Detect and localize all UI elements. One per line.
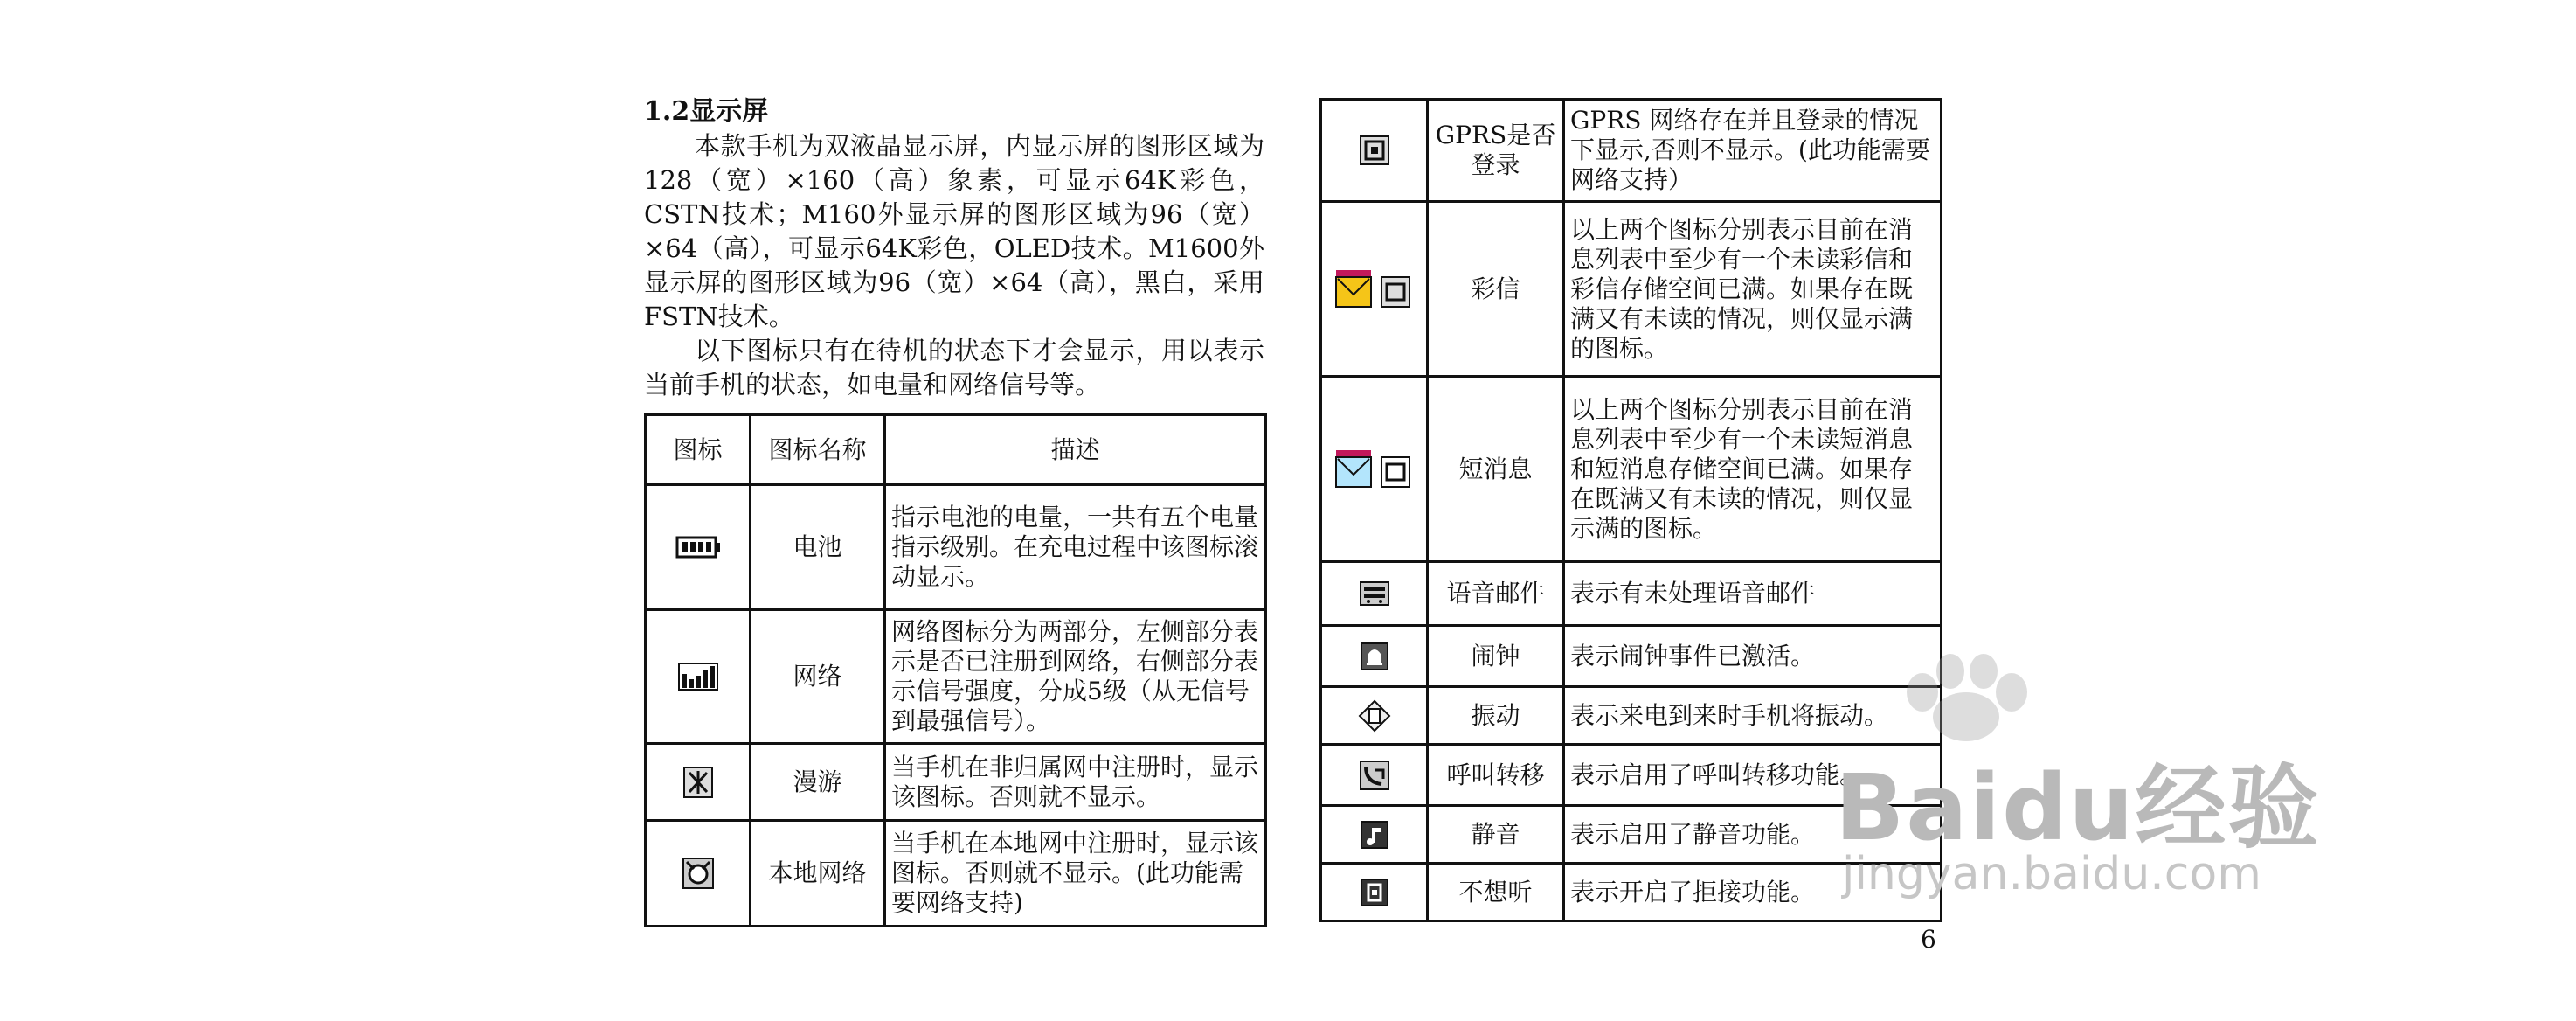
home-network-icon bbox=[646, 821, 751, 927]
section-title: 1.2显示屏 bbox=[644, 96, 769, 127]
watermark-logo: Baidu经验 bbox=[1835, 754, 2321, 861]
row-name: 短消息 bbox=[1428, 377, 1564, 562]
icons-paragraph: 以下图标只有在待机的状态下才会显示，用以表示当前手机的状态，如电量和网络信号等。 bbox=[644, 336, 1264, 399]
row-desc: 当手机在本地网中注册时，显示该图标。否则就不显示。(此功能需要网络支持) bbox=[885, 821, 1266, 927]
row-name: 网络 bbox=[751, 610, 885, 744]
row-desc: 当手机在非归属网中注册时，显示该图标。否则就不显示。 bbox=[885, 744, 1266, 821]
table-row bbox=[646, 485, 1266, 610]
table-row bbox=[1321, 202, 1942, 377]
table-row bbox=[1321, 377, 1942, 562]
table-row bbox=[646, 744, 1266, 821]
table-row bbox=[646, 610, 1266, 744]
row-desc: 网络图标分为两部分，左侧部分表示是否已注册到网络，右侧部分表示信号强度，分成5级（从无信号到最强信号）。 bbox=[885, 610, 1266, 744]
watermark-url: jingyan.baidu.com bbox=[1842, 848, 2261, 900]
sms-icon bbox=[1321, 377, 1428, 562]
reject-icon bbox=[1321, 864, 1428, 921]
row-desc: 表示启用了静音功能。 bbox=[1564, 806, 1942, 864]
row-desc: 以上两个图标分别表示目前在消息列表中至少有一个未读彩信和彩信存储空间已满。如果存在既满又有未读的情况，则仅显示满的图标。 bbox=[1564, 202, 1942, 377]
header-icon: 图标 bbox=[646, 415, 751, 485]
row-desc: 以上两个图标分别表示目前在消息列表中至少有一个未读短消息和短消息存储空间已满。如果存在既满又有未读的情况，则仅显示满的图标。 bbox=[1564, 377, 1942, 562]
paw-watermark-icon bbox=[1852, 647, 2080, 743]
table-row bbox=[1321, 626, 1942, 687]
row-name: 彩信 bbox=[1428, 202, 1564, 377]
row-name: 呼叫转移 bbox=[1428, 745, 1564, 806]
alarm-icon bbox=[1321, 626, 1428, 687]
row-name: GPRS是否登录 bbox=[1428, 100, 1564, 202]
battery-icon bbox=[646, 485, 751, 610]
intro-paragraph: 本款手机为双液晶显示屏，内显示屏的图形区域为128（宽）×160（高）象素，可显示64K彩色，CSTN技术；M160外显示屏的图形区域为96（宽）×64（高），可显示64K彩色，OLED技术。M1600外显示屏的图形区域为96（宽）×64（高），黑白，采用FSTN技术。 bbox=[644, 131, 1264, 331]
left-column bbox=[644, 94, 1264, 402]
row-desc: 表示闹钟事件已激活。 bbox=[1564, 626, 1942, 687]
row-desc: 表示开启了拒接功能。 bbox=[1564, 864, 1942, 921]
row-name: 振动 bbox=[1428, 687, 1564, 745]
row-name: 闹钟 bbox=[1428, 626, 1564, 687]
row-name: 电池 bbox=[751, 485, 885, 610]
call-forward-icon bbox=[1321, 745, 1428, 806]
row-desc: 指示电池的电量，一共有五个电量指示级别。在充电过程中该图标滚动显示。 bbox=[885, 485, 1266, 610]
page-number: 6 bbox=[1921, 925, 1936, 954]
header-name: 图标名称 bbox=[751, 415, 885, 485]
vibrate-icon bbox=[1321, 687, 1428, 745]
table-row bbox=[1321, 562, 1942, 626]
status-icon-table-left bbox=[644, 413, 1267, 927]
row-name: 不想听 bbox=[1428, 864, 1564, 921]
table-header-row bbox=[646, 415, 1266, 485]
row-desc: 表示启用了呼叫转移功能。 bbox=[1564, 745, 1942, 806]
mms-icon bbox=[1321, 202, 1428, 377]
row-desc: 表示有未处理语音邮件 bbox=[1564, 562, 1942, 626]
row-name: 语音邮件 bbox=[1428, 562, 1564, 626]
silent-icon bbox=[1321, 806, 1428, 864]
row-name: 静音 bbox=[1428, 806, 1564, 864]
row-name: 漫游 bbox=[751, 744, 885, 821]
row-desc: GPRS 网络存在并且登录的情况下显示,否则不显示。(此功能需要网络支持） bbox=[1564, 100, 1942, 202]
voicemail-icon bbox=[1321, 562, 1428, 626]
row-desc: 表示来电到来时手机将振动。 bbox=[1564, 687, 1942, 745]
table-row bbox=[646, 821, 1266, 927]
signal-icon bbox=[646, 610, 751, 744]
header-desc: 描述 bbox=[885, 415, 1266, 485]
roaming-icon bbox=[646, 744, 751, 821]
row-name: 本地网络 bbox=[751, 821, 885, 927]
table-row bbox=[1321, 100, 1942, 202]
gprs-icon bbox=[1321, 100, 1428, 202]
